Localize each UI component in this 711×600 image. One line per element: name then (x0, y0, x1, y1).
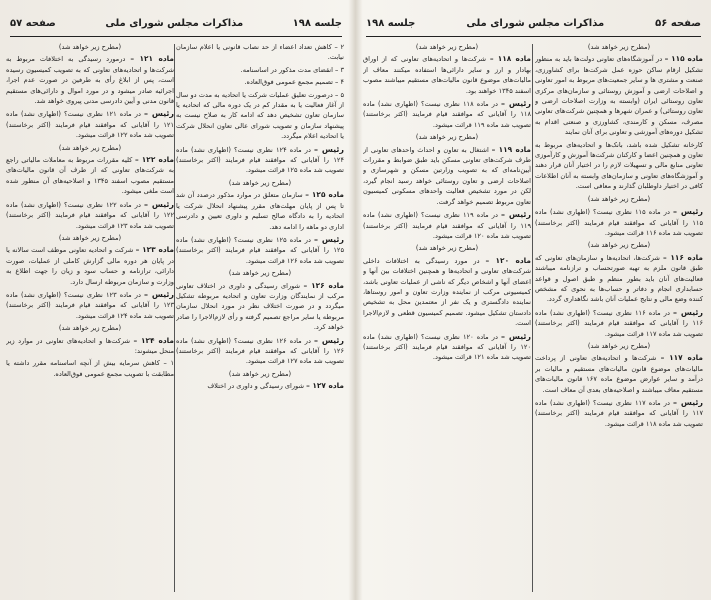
article-heading: ماده ۱۲۴ – (133, 335, 174, 345)
article-heading: ماده ۱۱۶ – (663, 252, 703, 262)
article-paragraph (6, 155, 174, 197)
text-column-left (6, 42, 174, 594)
article-paragraph (6, 54, 174, 106)
paragraph-text: اشتغال به تعاون و احداث واحدهای تعاونی از طرف شرکت‌های تعاونی مسکن باید طبق ضوابط و مقررات آیین‌نامه‌ای که به تصویب وزارتین مسکن و شهرسازی و اصلاحات ارضی و تعاون روستائی خواهد رسید انجام گیرد، لکن در مورد تشخیص فعالیت واحدهای مسکونی کمیسیون تعاون مربوط تصمیم خواهد گرفت. (363, 145, 531, 206)
left-page (0, 0, 352, 600)
article-paragraph (535, 353, 703, 395)
paragraph-text: در ماده ۱۱۵ نظری نیست؟ (اظهاری نشد) ماده ۱۱۵ را آقایانی که موافقند قیام فرمایند (اکثر برخاستند) تصویب شد ماده ۱۱۶ قرائت میشود. (535, 208, 703, 237)
right-page (356, 0, 711, 600)
procedural-note (535, 341, 703, 351)
article-heading: ماده ۱۱۵ – (664, 54, 703, 64)
paragraph-text: در ماده ۱۲۴ نظری نیست؟ (اظهاری نشد) ماده ۱۲۴ را آقایانی که موافقند قیام فرمایند (اکثر برخاستند) تصویب شد ماده ۱۲۵ قرائت میشود. (176, 145, 344, 175)
speaker-label: رئیس – (673, 307, 703, 317)
article-heading: ماده ۱۲۶ – (303, 280, 344, 290)
paragraph-text: (مطرح زیر خواهد شد) (587, 194, 651, 203)
header-rule (10, 36, 342, 37)
paragraph-text: در ماده ۱۲۱ نظری نیست؟ (اظهاری نشد) ماده ۱۲۱ را آقایانی که موافقند قیام فرمایند (اکثر برخاستند) تصویب شد ماده ۱۲۲ قرائت میشود. (6, 110, 174, 140)
procedural-note (6, 233, 174, 243)
procedural-note (6, 42, 174, 52)
speaker-paragraph (363, 99, 531, 130)
paragraph-text: سازمان متعلق در موارد مذکور درصدد آن شد تا پس از پایان مهلت‌های مقرر پیشنهاد انحلال شرکت یا اتحادیه را به دادگاه صالح تسلیم و داوری تعیین و دادرسی اداری دو ماهه را ادامه دهد. (176, 191, 344, 231)
paragraph-text: در ماده ۱۱۶ نظری نیست؟ (اظهاری نشد) ماده ۱۱۶ را آقایانی که موافقند قیام فرمایند (اکثر برخاستند) تصویب شد ماده ۱۱۷ قرائت میشود. (535, 308, 703, 338)
procedural-note (176, 178, 344, 188)
text-column-left (363, 42, 531, 594)
paragraph-text: شورای رسیدگی و داوری در اختلاف (207, 382, 304, 391)
paragraph-text: (مطرح زیر خواهد شد) (587, 241, 651, 250)
procedural-note (176, 369, 344, 379)
page-number: صفحه ۵۷ (10, 17, 56, 29)
article-heading: ماده ۱۲۷ – (306, 381, 344, 391)
paragraph-text: (مطرح زیر خواهد شد) (58, 143, 122, 152)
article-heading: ماده ۱۲۵ – (305, 190, 344, 200)
paragraph-text: (مطرح زیر خواهد شد) (415, 43, 479, 51)
paragraph-text: (مطرح زیر خواهد شد) (587, 341, 651, 350)
paragraph-text: (مطرح زیر خواهد شد) (228, 269, 292, 278)
paragraph-text: در ماده ۱۱۸ نظری نیست؟ (اظهاری نشد) ماده ۱۱۸ را آقایانی که موافقند قیام فرمایند (اکثر برخاستند) تصویب شد ماده ۱۱۹ قرائت میشود. (363, 100, 531, 129)
article-heading: ماده ۱۲۰ – (485, 255, 531, 265)
paragraph-text: درمورد رسیدگی به اختلافات مربوط به شرکت‌ها و اتحادیه‌های تعاونی که به تصویب کمیسیون رسیده است، پس از ابلاغ رأی به طرفین در صورت عدم اجرا، اجرائیه صادر میشود و در مورد اموال و دارائی‌های مستقیم قانون مدنی و آیین دادرسی مدنی پیروی خواهد شد. (6, 55, 174, 106)
paragraph-text: در ماده ۱۱۷ نظری نیست؟ (اظهاری نشد) ماده ۱۱۷ را آقایانی که موافقند قیام فرمایند (اکثر برخاستند) تصویب شد ماده ۱۱۸ قرائت میشود. (535, 399, 703, 428)
session-number: جلسه ۱۹۸ (366, 17, 416, 29)
paragraph-text: (مطرح زیر خواهد شد) (228, 178, 292, 187)
page-header (10, 12, 342, 34)
paragraph-text: ۵ – درصورت تعلیق عملیات شرکت یا اتحادیه به مدت دو سال از آغاز فعالیت یا به مقدار کم در یک دوره مالی که اتحادیه یا سازمان تعاون تشخیص دهد که ادامه کار به صلاح نیست به پیشنهاد سازمان و تصویب شورای عالی تعاون انحلال شرکت یا اتحادیه اعلام میگردد. (176, 90, 344, 141)
speaker-label: رئیس – (501, 331, 531, 341)
procedural-note (363, 243, 531, 253)
text-paragraph (6, 358, 174, 379)
column-divider (532, 44, 533, 592)
article-heading: ماده ۱۱۸ – (489, 54, 531, 64)
article-paragraph (6, 245, 174, 287)
page-number: صفحه ۵۶ (655, 17, 701, 29)
text-paragraph (176, 90, 344, 142)
procedural-note (176, 268, 344, 278)
speaker-label: رئیس – (673, 398, 703, 407)
speaker-paragraph (363, 210, 531, 241)
paragraph-text: (مطرح زیر خواهد شد) (58, 324, 122, 333)
column-divider (174, 44, 175, 592)
article-heading: ماده ۱۱۷ – (660, 353, 703, 363)
session-number: جلسه ۱۹۸ (292, 17, 342, 29)
article-paragraph (535, 54, 703, 137)
text-paragraph (176, 42, 344, 63)
publication-title: مذاکرات مجلس شورای ملی (105, 17, 244, 29)
speaker-label: رئیس – (314, 234, 344, 244)
paragraph-text: ۱ – کاهش سرمایه بیش از آنچه اساسنامه مقرر داشته یا مطابقت با تصویب مجمع عمومی فوق‌العاده. (6, 359, 174, 378)
speaker-label: رئیس – (314, 144, 344, 154)
article-paragraph (535, 253, 703, 305)
paragraph-text: در ماده ۱۲۶ نظری نیست؟ (اظهاری نشد) ماده ۱۲۶ را آقایانی که موافقند قیام فرمایند (اکثر برخاستند) تصویب شد ماده ۱۲۷ قرائت میشود. (176, 336, 344, 366)
paragraph-text: (مطرح زیر خواهد شد) (415, 244, 479, 253)
paragraph-text: ۲ – کاهش تعداد اعضاء از حد نصاب قانونی یا اعلام سازمان نیابت. (176, 43, 344, 62)
paragraph-text: (مطرح زیر خواهد شد) (58, 43, 122, 51)
article-heading: ماده ۱۲۳ – (135, 245, 174, 255)
paragraph-text: شرکت‌ها و اتحادیه‌های تعاونی در موارد زیر منحل میشوند: (6, 336, 174, 355)
paragraph-text: در ماده ۱۲۰ نظری نیست؟ (اظهاری نشد) ماده ۱۲۰ را آقایانی که موافقند قیام فرمایند (اکثر برخاستند) تصویب شد ماده ۱۲۱ قرائت میشود. (363, 332, 531, 362)
article-paragraph (363, 54, 531, 96)
header-rule (366, 36, 701, 37)
article-paragraph (6, 336, 174, 357)
paragraph-text: (مطرح زیر خواهد شد) (587, 43, 651, 51)
paragraph-text: در ماده ۱۲۵ نظری نیست؟ (اظهاری نشد) ماده ۱۲۵ را آقایانی که موافقند قیام فرمایند (اکثر برخاستند) تصویب شد ماده ۱۲۶ قرائت میشود. (176, 235, 344, 265)
speaker-paragraph (176, 235, 344, 266)
publication-title: مذاکرات مجلس شورای ملی (466, 17, 605, 29)
speaker-label: رئیس – (314, 335, 344, 345)
speaker-paragraph (6, 290, 174, 321)
paragraph-text: شرکت‌ها و اتحادیه‌های تعاونی که از اوراق بهادار و ارز و سایر دارائی‌ها استفاده میکنند معاف از مالیات‌های موضوع قانون مالیات‌های مستقیم میباشند مصوب اسفند ۱۳۴۵ خواهند بود. (363, 55, 531, 95)
paragraph-text: کلیه مقررات مربوط به معاملات مالیاتی راجع به شرکت‌های تعاونی که از طرف آن قانون مالیات‌های مستقیم مصوب اسفند ۱۳۴۵ و اصلاحیه‌های آن منظور شده است ملغی میشود. (6, 156, 174, 196)
paragraph-text: کارخانه تشکیل شده باشد، بانک‌ها و اتحادیه‌های مربوط به تعاون و همچنین اعضا و کارکنان شرکت‌ها آموزش و کارآموزی تعاونی منابع مالی و تسهیلات لازم را در اختیار آنان قرار دهند و آموزشگاه‌های تعاونی و سازمان‌های وابسته به آنان اطلاعات کافی در اختیار داوطلبان گذارند و معافی است. (535, 140, 703, 191)
procedural-note (6, 143, 174, 153)
procedural-note (535, 240, 703, 250)
paragraph-text: در ماده ۱۲۲ نظری نیست؟ (اظهاری نشد) ماده ۱۲۲ را آقایانی که موافقند قیام فرمایند (اکثر برخاستند) تصویب شد ماده ۱۲۳ قرائت میشود. (6, 200, 174, 230)
text-paragraph (176, 77, 344, 87)
paragraph-text: شرکت‌ها و اتحادیه‌های تعاونی از پرداخت مالیات‌های موضوع قانون مالیات‌های مستقیم و مالیات بر درآمد و سایر عوارض موضوع ماده ۱۶۷ قانون مالیات‌های مستقیم معاف میباشند و اصلاحیه‌های بعدی آن معاف است. (535, 354, 703, 394)
article-heading: ماده ۱۲۲ – (134, 155, 174, 165)
paragraph-text: (مطرح زیر خواهد شد) (58, 233, 122, 242)
paragraph-text: در ماده ۱۲۳ نظری نیست؟ (اظهاری نشد) ماده ۱۲۳ را آقایانی که موافقند قیام فرمایند (اکثر برخاستند) تصویب شد ماده ۱۲۴ قرائت میشود. (6, 290, 174, 320)
procedural-note (535, 194, 703, 204)
speaker-paragraph (6, 109, 174, 140)
article-heading: ماده ۱۲۱ – (130, 54, 174, 64)
speaker-paragraph (176, 336, 344, 367)
paragraph-text: ۳ – انقضای مدت مذکور در اساسنامه. (240, 65, 344, 74)
text-column-right (535, 42, 703, 594)
paragraph-text: شرکت و اتحادیه تعاونی موظف است سالانه یا در پایان هر دوره مالی گزارش کاملی از عملیات، صورت دارائی، ترازنامه و حساب سود و زیان را جهت اطلاع به وزارت و سازمان مربوطه ارسال دارد. (6, 246, 174, 286)
paragraph-text: در ماده ۱۱۹ نظری نیست؟ (اظهاری نشد) ماده ۱۱۹ را آقایانی که موافقند قیام فرمایند (اکثر برخاستند) تصویب شد ماده ۱۲۰ قرائت میشود. (363, 211, 531, 240)
article-heading: ماده ۱۱۹ – (491, 144, 531, 154)
speaker-label: رئیس – (501, 210, 531, 220)
paragraph-text: شرکت‌ها، اتحادیه‌ها و سازمان‌های تعاونی که طبق قانون ملزم به تهیه صورتحساب و ترازنامه میباشند فعالیت‌های آنان باید بطور منظم و طبق اصول و قواعد حسابداری انجام و دفاتر و حساب‌ها به نحوی که مشخص کننده وضع مالی و نتایج عملیات آنان باشد نگاهداری گردد. (535, 253, 703, 304)
text-paragraph (535, 140, 703, 192)
speaker-paragraph (6, 200, 174, 231)
paragraph-text: در آموزشگاه‌های تعاونی دولت‌ها باید به منظور تشکیل ارقام ساکن حوزه عمل شرکت‌ها برای کشاورزی، صنعت و مشتری ها و سایر جمعیت‌های مربوط به امور تعاونی و اصلاحات ارضی و آموزش روستائی و سازمان‌های مرکزی تعاون روستائی ایران (وابسته به وزارت اصلاحات ارضی و تعاون روستائی) و عمران شهرها و همچنین شرکت‌های تعاونی مصرف، مسکن و کارمندی، کشاورزی و صنعتی اقدام به تشکیل دوره‌های آموزشی و تعاونی برای آنان نمایند (535, 55, 703, 137)
speaker-label: رئیس – (144, 199, 174, 209)
article-paragraph (176, 381, 344, 391)
procedural-note (363, 42, 531, 52)
paragraph-text: (مطرح زیر خواهد شد) (415, 133, 479, 142)
article-paragraph (363, 145, 531, 207)
speaker-paragraph (535, 207, 703, 238)
speaker-label: رئیس – (673, 207, 703, 217)
procedural-note (6, 323, 174, 333)
paragraph-text: در مورد رسیدگی به اختلافات داخلی شرکت‌های تعاونی و اتحادیه‌ها و همچنین اختلافات بین آنها و اعضای آنها و اشخاص دیگر که ناشی از عملیات تعاونی باشد، کمیسیونی مرکب از نماینده وزارت تعاون و امور روستاها، نماینده دادگستری و یک نفر از معتمدین محل به تشخیص دادستان تشکیل میشود. تصمیم کمیسیون قطعی و لازم‌الاجرا است. (363, 256, 531, 328)
paragraph-text: ۴ – تصمیم مجمع عمومی فوق‌العاده. (244, 78, 344, 87)
speaker-paragraph (176, 145, 344, 176)
text-paragraph (176, 65, 344, 75)
paragraph-text: (مطرح زیر خواهد شد) (228, 369, 292, 378)
article-paragraph (176, 281, 344, 333)
paragraph-text: شورای رسیدگی و داوری در اختلاف تعاونی مرکب از نمایندگان وزارت تعاون و اتحادیه مربوطه تشکیل میگردد و در صورت اختلاف نظر در مورد انحلال سازمان مربوطه یا سایر مراجع تصمیم گرفته و رأی لازم‌الاجرا را صادر خواهد کرد. (176, 281, 344, 332)
speaker-label: رئیس – (144, 109, 174, 119)
procedural-note (535, 42, 703, 52)
speaker-paragraph (363, 332, 531, 363)
speaker-label: رئیس – (144, 289, 174, 299)
procedural-note (363, 132, 531, 142)
speaker-paragraph (535, 398, 703, 429)
speaker-label: رئیس – (501, 99, 531, 109)
page-header (366, 12, 701, 34)
speaker-paragraph (535, 308, 703, 339)
text-column-right (176, 42, 344, 594)
article-paragraph (363, 256, 531, 329)
article-paragraph (176, 190, 344, 232)
